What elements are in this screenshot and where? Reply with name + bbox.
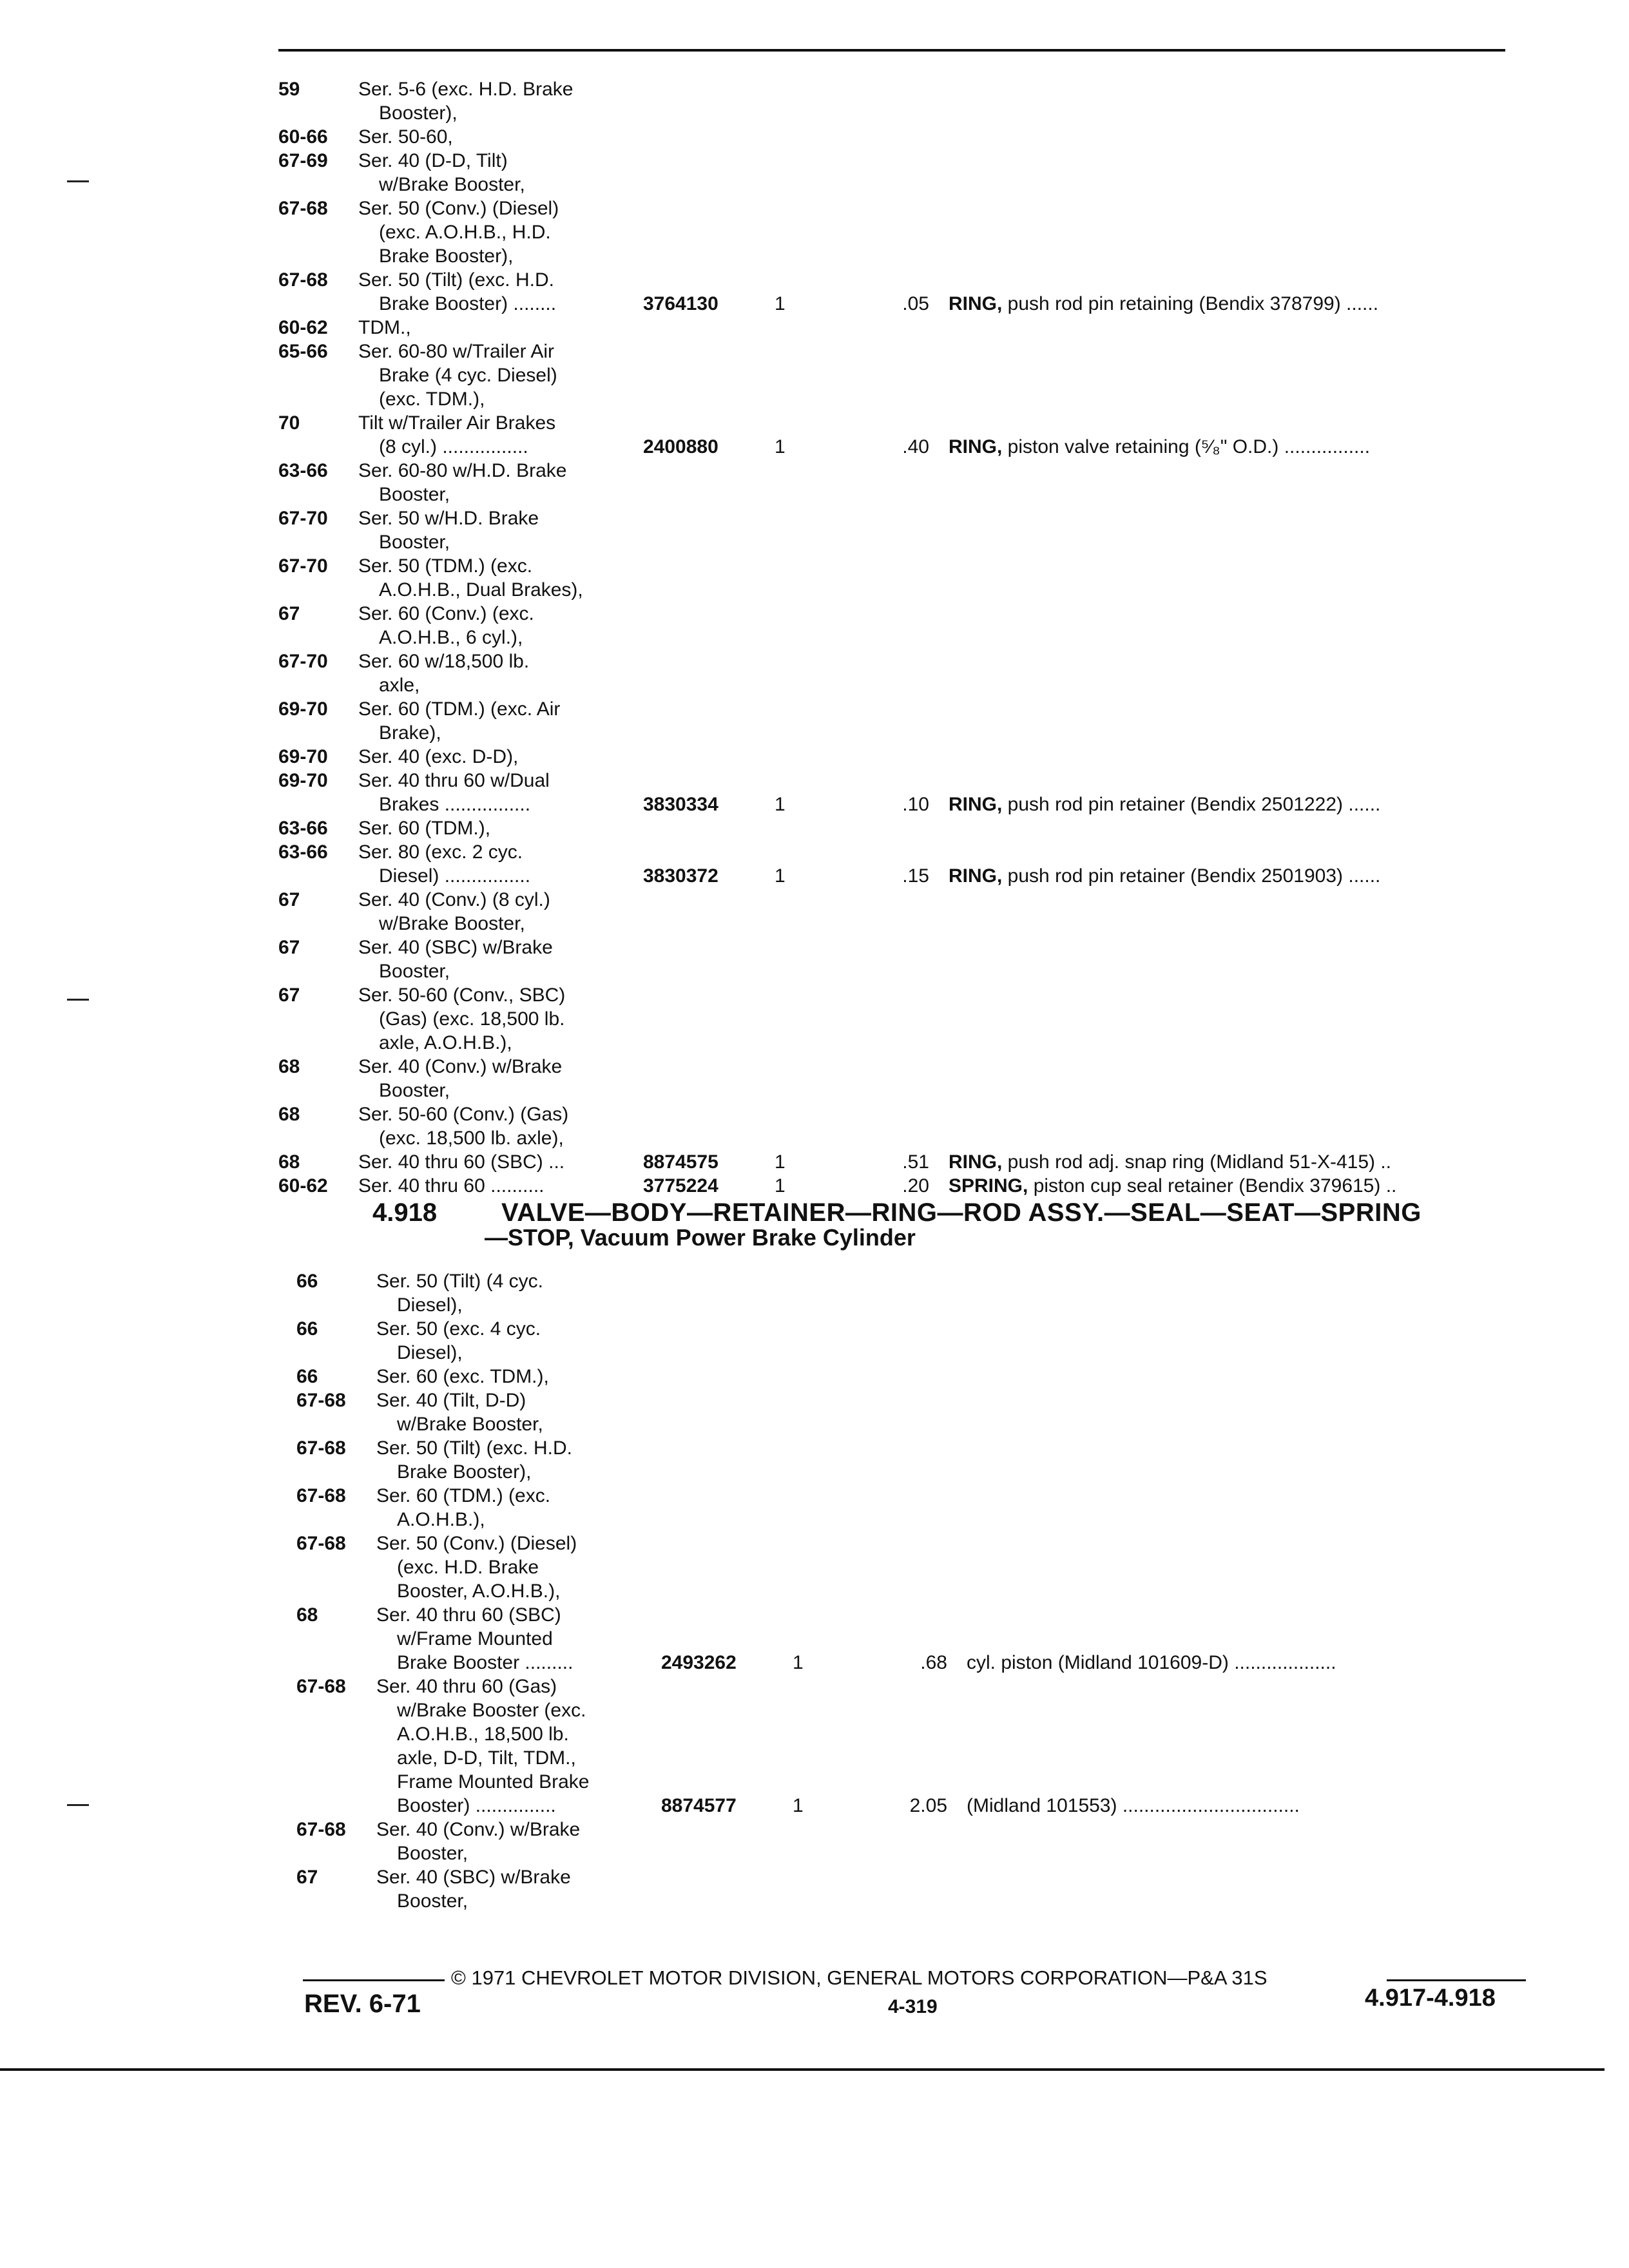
model-year: 68 — [296, 1604, 318, 1626]
part-number: 3764130 — [643, 293, 718, 314]
model-year: 60-62 — [278, 317, 328, 338]
application-description: Ser. 60 (TDM.) (exc. Air — [358, 698, 561, 720]
section-number: 4.918 — [372, 1198, 438, 1227]
part-name — [949, 292, 1378, 316]
quantity: 1 — [775, 794, 786, 815]
part-name-keyword: RING, — [949, 1151, 1003, 1173]
model-year: 67-68 — [278, 198, 328, 219]
model-year: 69-70 — [278, 770, 328, 791]
application-description: Ser. 40 thru 60 .......... — [358, 1175, 545, 1196]
application-description: Ser. 60-80 w/Trailer Air — [358, 341, 554, 362]
margin-tick — [67, 180, 89, 182]
bottom-rule — [0, 2068, 1605, 2071]
application-description: Tilt w/Trailer Air Brakes — [358, 412, 556, 434]
part-number: 2400880 — [643, 436, 718, 457]
footer-rule-left — [303, 1979, 445, 1981]
application-description: Ser. 40 (Conv.) w/Brake — [376, 1819, 581, 1840]
list-price: 2.05 — [909, 1795, 947, 1816]
quantity: 1 — [775, 1175, 786, 1196]
model-year: 67 — [296, 1867, 318, 1888]
application-description: Ser. 60 (Conv.) (exc. — [358, 603, 534, 624]
application-description: w/Frame Mounted — [397, 1628, 553, 1649]
application-description: Booster, — [397, 1843, 468, 1864]
list-price: .20 — [902, 1175, 929, 1196]
application-description: Brake Booster) ........ — [379, 293, 557, 314]
model-year: 67-70 — [278, 508, 328, 529]
page-number: 4-319 — [888, 1996, 938, 2017]
margin-tick — [67, 999, 89, 1001]
model-year: 67-68 — [296, 1676, 346, 1697]
part-name-detail: (Midland 101553) ................................. — [967, 1795, 1300, 1816]
part-number: 3775224 — [643, 1175, 718, 1196]
application-description: Ser. 40 (SBC) w/Brake — [376, 1867, 571, 1888]
model-year: 67-68 — [278, 269, 328, 291]
list-price: .05 — [902, 293, 929, 314]
model-year: 70 — [278, 412, 300, 434]
list-price: .40 — [902, 436, 929, 457]
application-description: Ser. 50-60, — [358, 126, 453, 148]
application-description: A.O.H.B., 6 cyl.), — [379, 627, 523, 648]
application-description: Booster, A.O.H.B.), — [397, 1581, 561, 1602]
application-description: w/Brake Booster, — [379, 174, 525, 195]
application-description: Brake (4 cyc. Diesel) — [379, 365, 557, 386]
application-description: Ser. 50 w/H.D. Brake — [358, 508, 539, 529]
quantity: 1 — [793, 1795, 804, 1816]
section-title-line1: VALVE—BODY—RETAINER—RING—ROD ASSY.—SEAL—SEAT—SPRING — [501, 1198, 1422, 1227]
application-description: Ser. 50 (Conv.) (Diesel) — [358, 198, 559, 219]
copyright-line: © 1971 CHEVROLET MOTOR DIVISION, GENERAL MOTORS CORPORATION—P&A 31S — [451, 1966, 1268, 1989]
part-name-detail: cyl. piston (Midland 101609-D) ................... — [967, 1652, 1336, 1673]
model-year: 60-62 — [278, 1175, 328, 1196]
application-description: Booster, — [379, 1080, 450, 1101]
application-description: Ser. 50-60 (Conv., SBC) — [358, 985, 566, 1006]
application-description: Booster), — [379, 102, 458, 124]
quantity: 1 — [775, 293, 786, 314]
part-name-keyword: RING, — [949, 794, 1003, 815]
model-year: 68 — [278, 1151, 300, 1173]
application-description: A.O.H.B., Dual Brakes), — [379, 579, 583, 601]
application-description: Ser. 40 thru 60 (SBC) ... — [358, 1151, 565, 1173]
footer-rule-right — [1387, 1979, 1526, 1981]
application-description: Ser. 40 thru 60 (SBC) — [376, 1604, 561, 1626]
model-year: 68 — [278, 1056, 300, 1077]
application-description: Brake), — [379, 722, 441, 744]
part-name-keyword: RING, — [949, 865, 1003, 887]
application-description: Ser. 60 (TDM.) (exc. — [376, 1485, 551, 1506]
quantity: 1 — [775, 865, 786, 887]
part-name-detail: push rod pin retaining (Bendix 378799) ...... — [1002, 293, 1379, 314]
application-description: axle, A.O.H.B.), — [379, 1032, 512, 1053]
part-name-detail: push rod adj. snap ring (Midland 51-X-415) .. — [1002, 1151, 1392, 1173]
model-year: 63-66 — [278, 841, 328, 863]
part-name-keyword: RING, — [949, 293, 1003, 314]
application-description: Brake Booster), — [379, 245, 514, 267]
application-description: Diesel), — [397, 1342, 463, 1363]
application-description: Ser. 40 (Tilt, D-D) — [376, 1390, 526, 1411]
part-name — [949, 1150, 1391, 1174]
model-year: 67 — [278, 937, 300, 958]
application-description: (exc. TDM.), — [379, 389, 485, 410]
application-description: Booster, — [379, 532, 450, 553]
quantity: 1 — [793, 1652, 804, 1673]
application-description: Ser. 80 (exc. 2 cyc. — [358, 841, 523, 863]
application-description: Booster, — [379, 484, 450, 505]
list-price: .68 — [920, 1652, 947, 1673]
model-year: 66 — [296, 1318, 318, 1340]
model-year: 60-66 — [278, 126, 328, 148]
quantity: 1 — [775, 1151, 786, 1173]
application-description: Booster) ............... — [397, 1795, 556, 1816]
application-description: w/Brake Booster, — [379, 913, 525, 934]
section-title-line2: —STOP, Vacuum Power Brake Cylinder — [485, 1224, 916, 1251]
part-name — [949, 435, 1370, 459]
application-description: Ser. 40 (Conv.) (8 cyl.) — [358, 889, 550, 910]
application-description: Booster, — [379, 961, 450, 982]
part-name — [949, 1174, 1396, 1198]
application-description: Ser. 50 (Tilt) (exc. H.D. — [358, 269, 554, 291]
application-description: Ser. 50 (Tilt) (exc. H.D. — [376, 1437, 572, 1459]
margin-tick — [67, 1804, 89, 1806]
part-name-detail: piston cup seal retainer (Bendix 379615) .. — [1028, 1175, 1397, 1196]
part-name-detail: push rod pin retainer (Bendix 2501222) ...... — [1002, 794, 1381, 815]
part-number: 8874575 — [643, 1151, 718, 1173]
application-description: Ser. 50 (exc. 4 cyc. — [376, 1318, 541, 1340]
revision-label: REV. 6-71 — [304, 1990, 421, 2018]
application-description: Ser. 60 (exc. TDM.), — [376, 1366, 549, 1387]
part-name-keyword: RING, — [949, 436, 1003, 457]
model-year: 67-68 — [296, 1533, 346, 1554]
application-description: (Gas) (exc. 18,500 lb. — [379, 1008, 565, 1030]
model-year: 67 — [278, 889, 300, 910]
model-year: 68 — [278, 1104, 300, 1125]
part-number: 8874577 — [661, 1795, 737, 1816]
application-description: Ser. 50-60 (Conv.) (Gas) — [358, 1104, 569, 1125]
model-year: 67-68 — [296, 1819, 346, 1840]
application-description: Ser. 60-80 w/H.D. Brake — [358, 460, 567, 481]
part-name-detail: piston valve retaining (⁵⁄₈" O.D.) ................ — [1002, 436, 1371, 457]
model-year: 67-68 — [296, 1437, 346, 1459]
application-description: Ser. 5-6 (exc. H.D. Brake — [358, 79, 574, 100]
part-name — [949, 793, 1380, 816]
application-description: Ser. 50 (TDM.) (exc. — [358, 555, 533, 577]
part-number: 3830334 — [643, 794, 718, 815]
application-description: Ser. 40 (D-D, Tilt) — [358, 150, 508, 171]
list-price: .10 — [902, 794, 929, 815]
model-year: 67-68 — [296, 1390, 346, 1411]
application-description: (exc. A.O.H.B., H.D. — [379, 222, 551, 243]
model-year: 69-70 — [278, 746, 328, 767]
application-description: Diesel) ................ — [379, 865, 531, 887]
section-range: 4.917-4.918 — [1365, 1984, 1496, 2012]
part-name-keyword: SPRING, — [949, 1175, 1028, 1196]
application-description: axle, — [379, 675, 420, 696]
application-description: Ser. 60 w/18,500 lb. — [358, 651, 530, 672]
application-description: Booster, — [397, 1890, 468, 1912]
application-description: Ser. 40 thru 60 w/Dual — [358, 770, 550, 791]
model-year: 63-66 — [278, 818, 328, 839]
application-description: TDM., — [358, 317, 411, 338]
model-year: 67 — [278, 985, 300, 1006]
model-year: 66 — [296, 1271, 318, 1292]
application-description: Ser. 40 (SBC) w/Brake — [358, 937, 553, 958]
application-description: A.O.H.B.), — [397, 1509, 485, 1530]
application-description: (8 cyl.) ................ — [379, 436, 528, 457]
model-year: 67-70 — [278, 555, 328, 577]
application-description: Brake Booster), — [397, 1461, 532, 1483]
top-rule — [278, 49, 1505, 52]
application-description: axle, D-D, Tilt, TDM., — [397, 1747, 576, 1769]
application-description: Ser. 40 thru 60 (Gas) — [376, 1676, 557, 1697]
application-description: Ser. 40 (Conv.) w/Brake — [358, 1056, 563, 1077]
part-name — [949, 864, 1380, 888]
application-description: Ser. 60 (TDM.), — [358, 818, 491, 839]
model-year: 66 — [296, 1366, 318, 1387]
application-description: A.O.H.B., 18,500 lb. — [397, 1724, 569, 1745]
list-price: .15 — [902, 865, 929, 887]
application-description: (exc. 18,500 lb. axle), — [379, 1128, 564, 1149]
application-description: (exc. H.D. Brake — [397, 1557, 539, 1578]
application-description: w/Brake Booster (exc. — [397, 1700, 586, 1721]
list-price: .51 — [902, 1151, 929, 1173]
model-year: 67 — [278, 603, 300, 624]
application-description: Brakes ................ — [379, 794, 531, 815]
part-name — [967, 1651, 1336, 1675]
model-year: 59 — [278, 79, 300, 100]
application-description: w/Brake Booster, — [397, 1414, 543, 1435]
model-year: 69-70 — [278, 698, 328, 720]
part-number: 2493262 — [661, 1652, 737, 1673]
part-name — [967, 1794, 1300, 1818]
quantity: 1 — [775, 436, 786, 457]
application-description: Diesel), — [397, 1294, 463, 1316]
application-description: Ser. 40 (exc. D-D), — [358, 746, 519, 767]
part-number: 3830372 — [643, 865, 718, 887]
application-description: Frame Mounted Brake — [397, 1771, 590, 1792]
model-year: 67-70 — [278, 651, 328, 672]
application-description: Ser. 50 (Tilt) (4 cyc. — [376, 1271, 543, 1292]
model-year: 67-69 — [278, 150, 328, 171]
application-description: Brake Booster ......... — [397, 1652, 574, 1673]
part-name-detail: push rod pin retainer (Bendix 2501903) ...... — [1002, 865, 1381, 887]
model-year: 65-66 — [278, 341, 328, 362]
application-description: Ser. 50 (Conv.) (Diesel) — [376, 1533, 577, 1554]
model-year: 63-66 — [278, 460, 328, 481]
model-year: 67-68 — [296, 1485, 346, 1506]
